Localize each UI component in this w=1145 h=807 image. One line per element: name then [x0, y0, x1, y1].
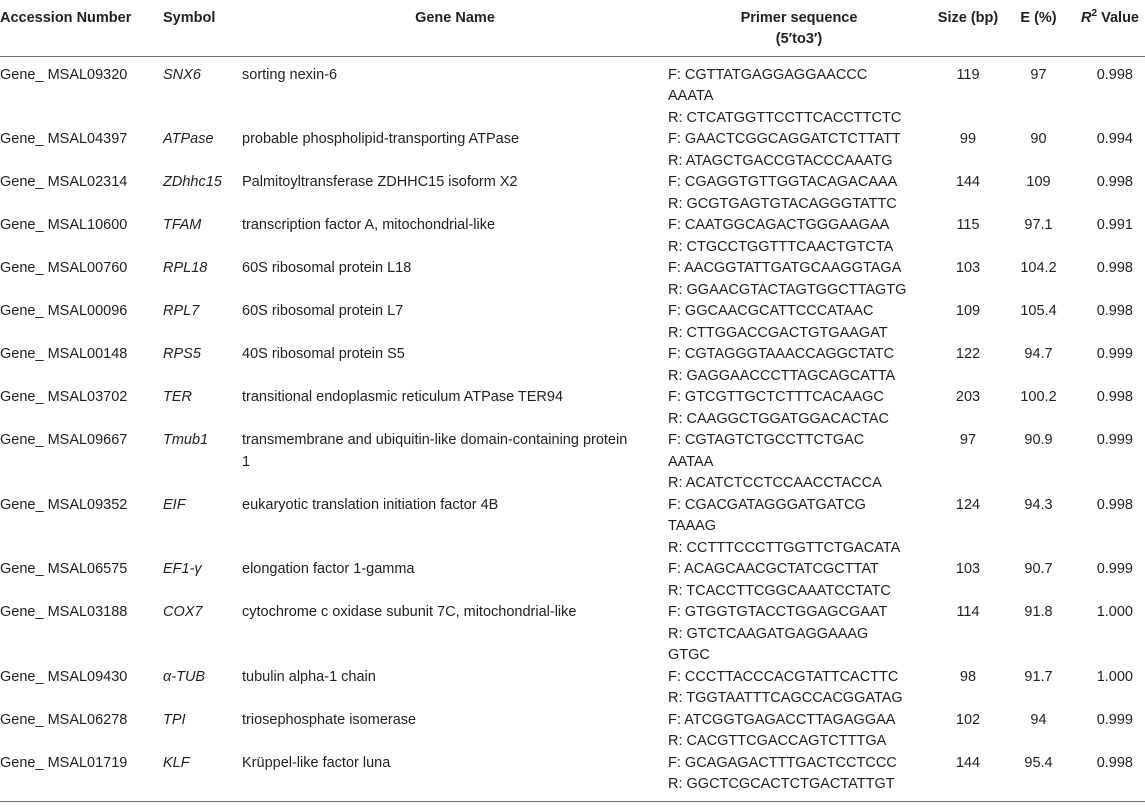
cell-r2: 0.998	[1096, 174, 1133, 190]
cell-gene-name: Krüppel-like factor luna	[242, 754, 391, 771]
cell-accession: Gene_ MSAL00760	[0, 260, 128, 276]
cell-efficiency: 109	[1026, 174, 1051, 190]
cell-r2: 1.000	[1096, 604, 1133, 620]
primer-line: F: GTGGTGTACCTGGAGCGAAT	[668, 604, 888, 620]
cell-size: 97	[959, 432, 977, 448]
primer-line: R: GGAACGTACTAGTGGCTTAGTG	[668, 281, 907, 298]
cell-gene-name: tubulin alpha-1 chain	[242, 668, 376, 685]
cell-primer	[668, 129, 930, 172]
primer-line: R: CAAGGCTGGATGGACACTAC	[668, 410, 890, 427]
cell-primer	[668, 215, 930, 258]
cell-gene-name: triosephosphate isomerase	[242, 711, 417, 728]
cell-accession: Gene_ MSAL09667	[0, 432, 128, 448]
cell-gene-name: elongation factor 1-gamma	[242, 561, 415, 577]
primer-line: R: ATAGCTGACCGTACCCAAATG	[668, 152, 893, 169]
table-row	[0, 753, 1145, 796]
cell-size: 103	[955, 260, 981, 276]
primer-line: F: GAACTCGGCAGGATCTCTTATT	[668, 131, 901, 147]
cell-efficiency: 94.3	[1024, 496, 1053, 513]
cell-r2: 0.999	[1096, 711, 1133, 728]
cell-r2: 0.998	[1096, 260, 1133, 276]
primer-line: AAATA	[668, 88, 714, 104]
cell-efficiency: 97	[1030, 66, 1047, 83]
cell-r2: 0.999	[1096, 346, 1133, 362]
table-row	[0, 710, 1145, 753]
table-row	[0, 430, 1145, 495]
cell-primer	[668, 172, 930, 215]
cell-r2: 1.000	[1096, 668, 1133, 685]
cell-efficiency: 94.7	[1024, 346, 1053, 362]
cell-gene-name: 60S ribosomal protein L7	[242, 303, 404, 319]
table-row	[0, 602, 1145, 667]
header-r2-sup: 2	[1091, 8, 1098, 20]
cell-r2: 0.998	[1096, 754, 1133, 771]
cell-size: 122	[955, 346, 981, 362]
table-header	[0, 0, 1145, 65]
table-row	[0, 387, 1145, 430]
primer-line: F: GGCAACGCATTCCCATAAC	[668, 303, 874, 319]
cell-efficiency: 97.1	[1024, 217, 1053, 233]
cell-gene-name: transmembrane and ubiquitin-like domain-containing protein 1	[242, 432, 628, 470]
primer-line: F: CGACGATAGGGATGATCG	[668, 496, 866, 513]
cell-gene-name: sorting nexin-6	[242, 66, 338, 83]
primer-line: F: CGTTATGAGGAGGAACCC	[668, 66, 868, 83]
header-gene-name: Gene Name	[415, 10, 495, 26]
primer-line: F: CAATGGCAGACTGGGAAGAA	[668, 217, 890, 233]
cell-size: 109	[955, 303, 981, 319]
cell-gene-name: transitional endoplasmic reticulum ATPase TER94	[242, 389, 564, 405]
cell-accession: Gene_ MSAL04397	[0, 131, 128, 147]
cell-size: 144	[955, 174, 981, 190]
cell-r2: 0.994	[1096, 131, 1133, 147]
primer-line: F: GCAGAGACTTTGACTCCTCCC	[668, 754, 897, 771]
cell-symbol: TFAM	[163, 217, 202, 233]
cell-primer	[668, 667, 930, 710]
table-row	[0, 258, 1145, 301]
cell-r2: 0.998	[1096, 66, 1133, 83]
cell-symbol: RPS5	[163, 346, 201, 362]
cell-r2: 0.999	[1096, 561, 1133, 577]
cell-size: 203	[955, 389, 981, 405]
primer-line: TAAAG	[668, 518, 717, 534]
cell-gene-name: 40S ribosomal protein S5	[242, 346, 405, 362]
table-row	[0, 65, 1145, 130]
cell-r2: 0.999	[1096, 432, 1133, 448]
header-accession: Accession Number	[0, 10, 132, 26]
cell-accession: Gene_ MSAL01719	[0, 754, 128, 771]
cell-primer	[668, 710, 930, 753]
primer-line: F: ATCGGTGAGACCTTAGAGGAA	[668, 711, 896, 728]
primer-line: R: GAGGAACCCTTAGCAGCATTA	[668, 367, 896, 384]
header-primer-title: Primer sequence	[740, 10, 858, 26]
primer-line: R: CTGCCTGGTTTCAACTGTCTA	[668, 238, 894, 255]
table-row	[0, 301, 1145, 344]
cell-symbol: SNX6	[163, 66, 201, 83]
primer-line: F: GTCGTTGCTCTTTCACAAGC	[668, 389, 884, 405]
primer-line: R: TGGTAATTTCAGCCACGGATAG	[668, 690, 903, 706]
cell-symbol: RPL18	[163, 260, 208, 276]
cell-efficiency: 100.2	[1020, 389, 1057, 405]
primer-line: F: CGTAGTCTGCCTTCTGAC	[668, 432, 865, 448]
table-row	[0, 129, 1145, 172]
cell-primer	[668, 430, 930, 495]
cell-primer	[668, 753, 930, 796]
cell-primer	[668, 602, 930, 667]
header-r2-letter: R	[1081, 10, 1092, 26]
header-efficiency: E (%)	[1020, 10, 1057, 26]
cell-size: 124	[955, 496, 981, 513]
cell-r2: 0.998	[1096, 389, 1133, 405]
cell-efficiency: 90.9	[1024, 432, 1053, 448]
table-bottom-rule	[0, 801, 1145, 802]
cell-efficiency: 90	[1030, 131, 1047, 147]
table-row	[0, 495, 1145, 560]
primer-line: AATAA	[668, 453, 714, 470]
cell-primer	[668, 344, 930, 387]
cell-efficiency: 94	[1030, 711, 1047, 728]
cell-accession: Gene_ MSAL02314	[0, 174, 128, 190]
primer-line: F: CCCTTACCCACGTATTCACTTC	[668, 668, 899, 685]
primer-line: R: TCACCTTCGGCAAATCCTATC	[668, 582, 891, 599]
table-body	[0, 65, 1145, 796]
cell-size: 115	[956, 217, 980, 233]
cell-symbol: EIF	[163, 496, 186, 513]
cell-accession: Gene_ MSAL00148	[0, 346, 128, 362]
primer-line: F: AACGGTATTGATGCAAGGTAGA	[668, 260, 902, 276]
primer-line: R: GTCTCAAGATGAGGAAAG	[668, 625, 869, 642]
cell-size: 144	[955, 754, 981, 771]
cell-accession: Gene_ MSAL03188	[0, 604, 128, 620]
primer-line: GTGC	[668, 647, 710, 663]
cell-symbol: TPI	[163, 711, 186, 728]
cell-size: 102	[955, 711, 981, 728]
cell-symbol: α-TUB	[163, 668, 206, 685]
primer-line: F: ACAGCAACGCTATCGCTTAT	[668, 561, 879, 577]
cell-gene-name: transcription factor A, mitochondrial-like	[242, 217, 496, 233]
cell-size: 119	[956, 66, 980, 83]
cell-efficiency: 90.7	[1024, 561, 1053, 577]
cell-efficiency: 91.7	[1024, 668, 1053, 685]
cell-primer	[668, 258, 930, 301]
cell-accession: Gene_ MSAL06575	[0, 561, 128, 577]
primer-line: R: CTTGGACCGACTGTGAAGAT	[668, 324, 888, 341]
cell-gene-name: cytochrome c oxidase subunit 7C, mitochondrial-like	[242, 604, 577, 620]
cell-accession: Gene_ MSAL06278	[0, 711, 128, 728]
cell-accession: Gene_ MSAL09430	[0, 668, 128, 685]
table-row	[0, 215, 1145, 258]
cell-accession: Gene_ MSAL10600	[0, 217, 128, 233]
cell-efficiency: 104.2	[1020, 260, 1057, 276]
cell-symbol: COX7	[163, 604, 203, 620]
cell-primer	[668, 495, 930, 560]
cell-r2: 0.998	[1096, 496, 1133, 513]
cell-symbol: ZDhhc15	[163, 174, 222, 190]
cell-gene-name: eukaryotic translation initiation factor 4B	[242, 496, 499, 513]
cell-efficiency: 95.4	[1024, 754, 1053, 771]
cell-r2: 0.998	[1096, 303, 1133, 319]
cell-accession: Gene_ MSAL00096	[0, 303, 128, 319]
primer-line: R: GGCTCGCACTCTGACTATTGT	[668, 776, 895, 792]
cell-symbol: TER	[163, 389, 192, 405]
header-primer	[668, 0, 930, 56]
cell-efficiency: 91.8	[1024, 604, 1053, 620]
cell-accession: Gene_ MSAL09320	[0, 66, 128, 83]
cell-size: 114	[956, 604, 980, 620]
primer-line: R: CTCATGGTTCCTTCACCTTCTC	[668, 109, 902, 126]
cell-symbol: ATPase	[163, 131, 214, 147]
cell-symbol: RPL7	[163, 303, 200, 319]
cell-gene-name: 60S ribosomal protein L18	[242, 260, 412, 276]
table-row	[0, 172, 1145, 215]
cell-accession: Gene_ MSAL09352	[0, 496, 128, 513]
table-row	[0, 667, 1145, 710]
cell-r2: 0.991	[1096, 217, 1133, 233]
cell-gene-name: Palmitoyltransferase ZDHHC15 isoform X2	[242, 174, 518, 190]
cell-size: 99	[959, 131, 977, 147]
cell-size: 98	[959, 668, 977, 685]
cell-gene-name: probable phospholipid-transporting ATPase	[242, 131, 520, 147]
primer-line: F: CGTAGGGTAAACCAGGCTATC	[668, 346, 895, 362]
table-row	[0, 344, 1145, 387]
header-primer-sub: (5′to3′)	[775, 31, 823, 47]
primer-line: F: CGAGGTGTTGGTACAGACAAA	[668, 174, 898, 190]
header-r2-rest: Value	[1097, 10, 1139, 26]
primer-line: R: CCTTTCCCTTGGTTCTGACATA	[668, 539, 901, 556]
cell-primer	[668, 65, 930, 130]
header-size: Size (bp)	[937, 10, 999, 26]
cell-primer	[668, 301, 930, 344]
header-symbol: Symbol	[163, 10, 216, 26]
cell-primer	[668, 559, 930, 602]
cell-symbol: EF1-γ	[163, 561, 202, 577]
cell-efficiency: 105.4	[1020, 303, 1057, 319]
cell-primer	[668, 387, 930, 430]
table-row	[0, 559, 1145, 602]
cell-symbol: KLF	[163, 754, 190, 771]
primer-line: R: CACGTTCGACCAGTCTTTGA	[668, 733, 887, 749]
cell-accession: Gene_ MSAL03702	[0, 389, 128, 405]
primer-line: R: ACATCTCCTCCAACCTACCA	[668, 475, 882, 491]
header-r2	[1071, 0, 1145, 56]
cell-size: 103	[955, 561, 981, 577]
cell-symbol: Tmub1	[163, 432, 209, 448]
primer-line: R: GCGTGAGTGTACAGGGTATTC	[668, 195, 897, 212]
